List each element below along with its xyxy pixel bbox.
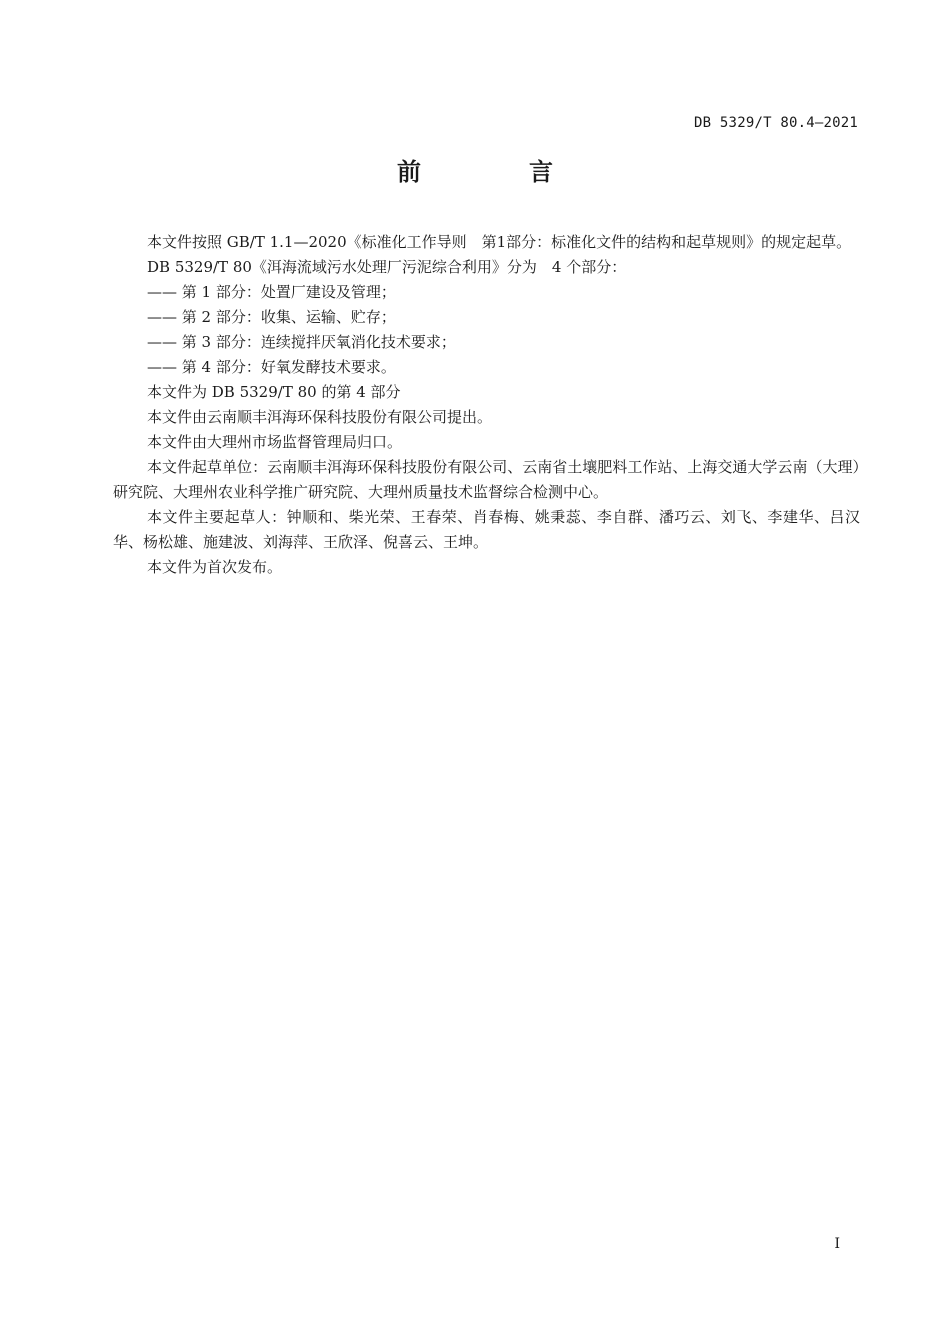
document-code: DB 5329/T 80.4—2021	[694, 115, 858, 131]
paragraph-drafting-rules: 本文件按照 GB/T 1.1—2020《标准化工作导则 第1部分：标准化文件的结构和起草规则》的规定起草。	[147, 233, 852, 251]
list-item-part-1: —— 第 1 部分：处置厂建设及管理；	[147, 283, 396, 301]
paragraph-parts-intro: DB 5329/T 80《洱海流域污水处理厂污泥综合利用》分为 4 个部分：	[147, 258, 627, 276]
page-title: 前 言	[397, 158, 595, 186]
foreword-body	[113, 230, 860, 580]
list-item-part-4: —— 第 4 部分：好氧发酵技术要求。	[147, 358, 396, 376]
paragraph-drafting-units: 本文件起草单位：云南顺丰洱海环保科技股份有限公司、云南省土壤肥料工作站、上海交通大学云南（大理）研究院、大理州农业科学推广研究院、大理州质量技术监督综合检测中心。	[113, 458, 860, 501]
list-item-part-2: —— 第 2 部分：收集、运输、贮存；	[147, 308, 396, 326]
list-item-part-3: —— 第 3 部分：连续搅拌厌氧消化技术要求；	[147, 333, 456, 351]
paragraph-drafters: 本文件主要起草人：钟顺和、柴光荣、王春荣、肖春梅、姚秉蕊、李自群、潘巧云、刘飞、李建华、吕汉华、杨松雄、施建波、刘海萍、王欣泽、倪喜云、王坤。	[113, 508, 860, 551]
paragraph-centralized-by: 本文件由大理州市场监督管理局归口。	[147, 433, 403, 451]
paragraph-first-release: 本文件为首次发布。	[147, 558, 283, 576]
paragraph-proposed-by: 本文件由云南顺丰洱海环保科技股份有限公司提出。	[147, 408, 493, 426]
paragraph-this-part: 本文件为 DB 5329/T 80 的第 4 部分	[147, 383, 401, 401]
page-number: I	[834, 1236, 840, 1252]
